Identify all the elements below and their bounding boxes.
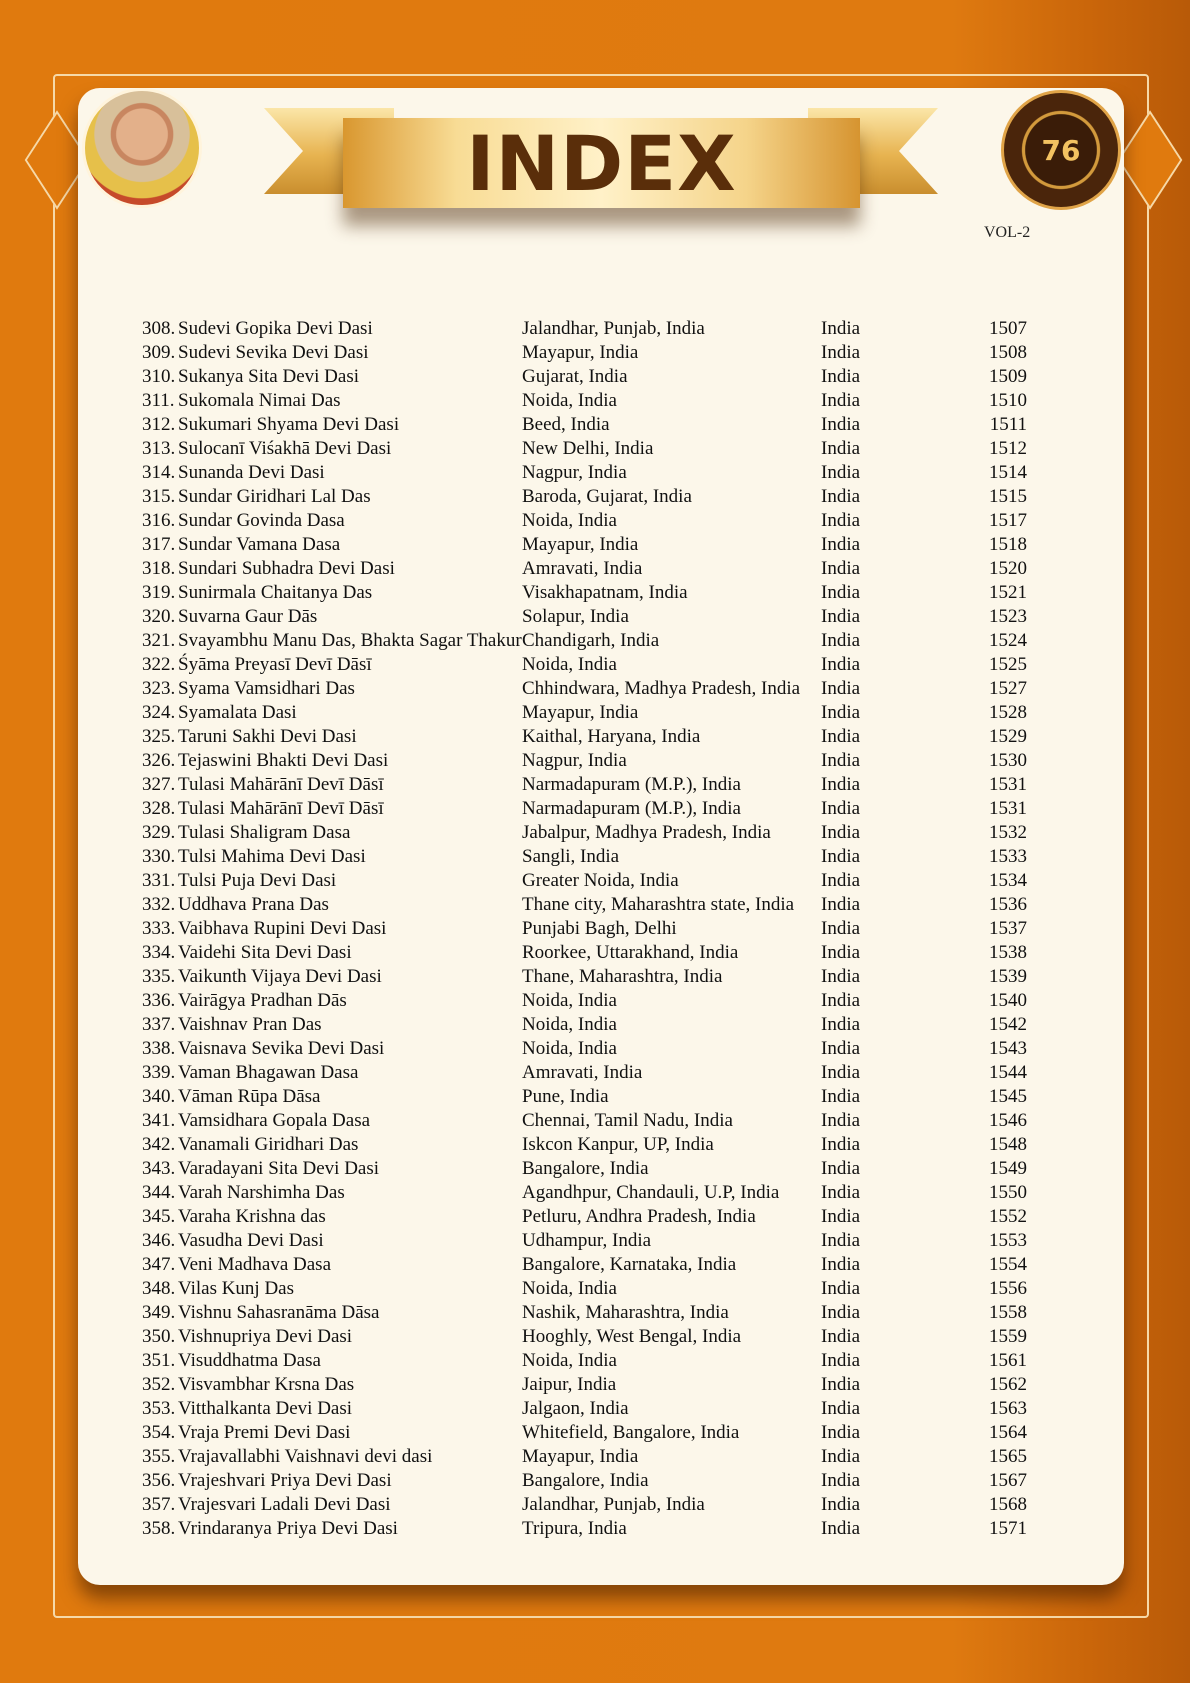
entry-page: 1563: [989, 1398, 1027, 1419]
entry-country: India: [821, 1398, 861, 1419]
entry-number: 334.: [142, 942, 176, 963]
entry-name: Sunanda Devi Dasi: [178, 462, 325, 483]
entry-country: India: [821, 1110, 861, 1131]
entry-page: 1529: [989, 726, 1027, 747]
entry-name: Tulasi Mahārānī Devī Dāsī: [178, 774, 384, 795]
entry-location: Noida, India: [522, 510, 617, 531]
entry-name: Sundar Govinda Dasa: [178, 510, 345, 531]
entry-name: Sudevi Sevika Devi Dasi: [178, 342, 369, 363]
entry-page: 1532: [989, 822, 1027, 843]
entry-name: Vitthalkanta Devi Dasi: [178, 1398, 353, 1419]
entry-location: Punjabi Bagh, Delhi: [522, 918, 677, 939]
entry-location: Sangli, India: [522, 846, 620, 867]
entry-country: India: [821, 1374, 861, 1395]
entry-location: New Delhi, India: [522, 438, 654, 459]
entry-page: 1550: [989, 1182, 1027, 1203]
entry-number: 358.: [142, 1518, 176, 1539]
entry-name: Vasudha Devi Dasi: [178, 1230, 324, 1251]
entry-number: 349.: [142, 1302, 176, 1323]
entry-page: 1524: [989, 630, 1027, 651]
entry-number: 314.: [142, 462, 176, 483]
entry-name: Vāman Rūpa Dāsa: [178, 1086, 321, 1107]
entry-number: 338.: [142, 1038, 176, 1059]
entry-location: Chandigarh, India: [522, 630, 660, 651]
entry-name: Tulsi Puja Devi Dasi: [178, 870, 337, 891]
entry-number: 326.: [142, 750, 176, 771]
entry-page: 1508: [989, 342, 1027, 363]
entry-name: Vaishnav Pran Das: [178, 1014, 322, 1035]
entry-name: Sukanya Sita Devi Dasi: [178, 366, 360, 387]
entry-number: 311.: [142, 390, 175, 411]
entry-country: India: [821, 1326, 861, 1347]
entry-name: Vrajeshvari Priya Devi Dasi: [178, 1470, 392, 1491]
entry-location: Amravati, India: [522, 1062, 643, 1083]
entry-location: Noida, India: [522, 1014, 617, 1035]
entry-number: 346.: [142, 1230, 176, 1251]
entry-number: 342.: [142, 1134, 176, 1155]
entry-country: India: [821, 1254, 861, 1275]
entry-country: India: [821, 942, 861, 963]
entry-country: India: [821, 822, 861, 843]
entry-location: Noida, India: [522, 390, 617, 411]
entry-country: India: [821, 870, 861, 891]
entry-page: 1540: [989, 990, 1027, 1011]
entry-location: Beed, India: [522, 414, 610, 435]
entry-name: Sukumari Shyama Devi Dasi: [178, 414, 400, 435]
entry-number: 316.: [142, 510, 176, 531]
entry-number: 340.: [142, 1086, 176, 1107]
entry-page: 1536: [989, 894, 1027, 915]
entry-name: Vilas Kunj Das: [178, 1278, 295, 1299]
entry-page: 1561: [989, 1350, 1027, 1371]
entry-page: 1509: [989, 366, 1027, 387]
entry-location: Noida, India: [522, 654, 617, 675]
entry-country: India: [821, 342, 861, 363]
entry-number: 327.: [142, 774, 176, 795]
entry-page: 1559: [989, 1326, 1027, 1347]
entry-page: 1548: [989, 1134, 1027, 1155]
entry-number: 320.: [142, 606, 176, 627]
entry-country: India: [821, 1422, 861, 1443]
entry-country: India: [821, 1038, 861, 1059]
entry-number: 336.: [142, 990, 176, 1011]
entry-number: 355.: [142, 1446, 176, 1467]
entry-name: Taruni Sakhi Devi Dasi: [178, 726, 357, 747]
entry-page: 1565: [989, 1446, 1027, 1467]
entry-name: Varadayani Sita Devi Dasi: [178, 1158, 380, 1179]
volume-label: VOL-2: [984, 224, 1031, 241]
entry-country: India: [821, 1518, 861, 1539]
entry-name: Vrajavallabhi Vaishnavi devi dasi: [178, 1446, 433, 1467]
entry-page: 1507: [989, 318, 1027, 339]
entry-location: Mayapur, India: [522, 702, 639, 723]
entry-name: Vrajesvari Ladali Devi Dasi: [178, 1494, 391, 1515]
entry-country: India: [821, 558, 861, 579]
entry-page: 1527: [989, 678, 1027, 699]
entry-country: India: [821, 894, 861, 915]
entry-country: India: [821, 1446, 861, 1467]
entry-name: Tulasi Mahārānī Devī Dāsī: [178, 798, 384, 819]
entry-number: 352.: [142, 1374, 176, 1395]
entry-country: India: [821, 654, 861, 675]
seal-icon: [1001, 90, 1121, 210]
entry-page: 1558: [989, 1302, 1027, 1323]
entry-number: 335.: [142, 966, 176, 987]
entry-country: India: [821, 1494, 861, 1515]
entry-name: Vamsidhara Gopala Dasa: [178, 1110, 371, 1131]
entry-number: 328.: [142, 798, 176, 819]
entry-country: India: [821, 702, 861, 723]
entry-name: Tulsi Mahima Devi Dasi: [178, 846, 366, 867]
entry-country: India: [821, 366, 861, 387]
entry-page: 1553: [989, 1230, 1027, 1251]
entry-country: India: [821, 846, 861, 867]
entry-name: Veni Madhava Dasa: [178, 1254, 332, 1275]
entry-number: 343.: [142, 1158, 176, 1179]
entry-location: Thane, Maharashtra, India: [522, 966, 723, 987]
entry-country: India: [821, 1182, 861, 1203]
entry-country: India: [821, 1302, 861, 1323]
entry-number: 309.: [142, 342, 176, 363]
entry-page: 1530: [989, 750, 1027, 771]
entry-country: India: [821, 1014, 861, 1035]
entry-page: 1531: [989, 774, 1027, 795]
entry-name: Vaisnava Sevika Devi Dasi: [178, 1038, 385, 1059]
entry-number: 308.: [142, 318, 176, 339]
entry-number: 344.: [142, 1182, 176, 1203]
entry-location: Baroda, Gujarat, India: [522, 486, 692, 507]
entry-page: 1562: [989, 1374, 1027, 1395]
entry-page: 1512: [989, 438, 1027, 459]
entry-page: 1531: [989, 798, 1027, 819]
entry-number: 323.: [142, 678, 176, 699]
entry-name: Sukomala Nimai Das: [178, 390, 341, 411]
entry-number: 331.: [142, 870, 176, 891]
entry-location: Jalgaon, India: [522, 1398, 629, 1419]
entry-name: Sudevi Gopika Devi Dasi: [178, 318, 373, 339]
entry-number: 357.: [142, 1494, 176, 1515]
page-title: INDEX: [466, 118, 737, 208]
entry-name: Vishnu Sahasranāma Dāsa: [178, 1302, 380, 1323]
entry-location: Nagpur, India: [522, 462, 627, 483]
entry-location: Pune, India: [522, 1086, 609, 1107]
entry-number: 324.: [142, 702, 176, 723]
entry-location: Roorkee, Uttarakhand, India: [522, 942, 739, 963]
entry-page: 1567: [989, 1470, 1027, 1491]
entry-number: 354.: [142, 1422, 176, 1443]
entry-country: India: [821, 414, 861, 435]
entry-page: 1568: [989, 1494, 1027, 1515]
entry-page: 1539: [989, 966, 1027, 987]
entry-page: 1556: [989, 1278, 1027, 1299]
entry-name: Tulasi Shaligram Dasa: [178, 822, 351, 843]
entry-number: 321.: [142, 630, 176, 651]
entry-location: Agandhpur, Chandauli, U.P, India: [522, 1182, 780, 1203]
entry-name: Tejaswini Bhakti Devi Dasi: [178, 750, 389, 771]
entry-location: Nagpur, India: [522, 750, 627, 771]
seal-number: 76: [1041, 133, 1081, 167]
entry-country: India: [821, 1230, 861, 1251]
entry-country: India: [821, 462, 861, 483]
entry-name: Varaha Krishna das: [178, 1206, 326, 1227]
entry-name: Sunirmala Chaitanya Das: [178, 582, 373, 603]
entry-number: 317.: [142, 534, 176, 555]
entry-number: 341.: [142, 1110, 176, 1131]
entry-country: India: [821, 1062, 861, 1083]
entry-country: India: [821, 1278, 861, 1299]
entry-location: Noida, India: [522, 1350, 617, 1371]
entry-location: Jabalpur, Madhya Pradesh, India: [522, 822, 771, 843]
entry-number: 319.: [142, 582, 176, 603]
entry-name: Sulocanī Viśakhā Devi Dasi: [178, 438, 392, 459]
entry-number: 313.: [142, 438, 176, 459]
entry-number: 348.: [142, 1278, 176, 1299]
entry-location: Solapur, India: [522, 606, 629, 627]
entry-number: 353.: [142, 1398, 176, 1419]
entry-country: India: [821, 918, 861, 939]
entry-name: Sundari Subhadra Devi Dasi: [178, 558, 395, 579]
entry-country: India: [821, 606, 861, 627]
entry-location: Greater Noida, India: [522, 870, 679, 891]
entry-country: India: [821, 486, 861, 507]
entry-location: Bangalore, India: [522, 1470, 649, 1491]
entry-page: 1552: [989, 1206, 1027, 1227]
entry-number: 329.: [142, 822, 176, 843]
entry-page: 1543: [989, 1038, 1027, 1059]
entry-country: India: [821, 798, 861, 819]
entry-name: Varah Narshimha Das: [178, 1182, 345, 1203]
entry-name: Syamalata Dasi: [178, 702, 297, 723]
entry-country: India: [821, 1158, 861, 1179]
entry-page: 1544: [989, 1062, 1027, 1083]
entry-location: Thane city, Maharashtra state, India: [522, 894, 795, 915]
entry-location: Narmadapuram (M.P.), India: [522, 774, 741, 795]
entry-country: India: [821, 750, 861, 771]
entry-location: Noida, India: [522, 1278, 617, 1299]
entry-name: Śyāma Preyasī Devī Dāsī: [178, 654, 372, 675]
entry-location: Chennai, Tamil Nadu, India: [522, 1110, 733, 1131]
entry-name: Svayambhu Manu Das, Bhakta Sagar Thakur: [178, 630, 522, 651]
entry-location: Jalandhar, Punjab, India: [522, 318, 705, 339]
entry-country: India: [821, 390, 861, 411]
entry-location: Nashik, Maharashtra, India: [522, 1302, 729, 1323]
entry-country: India: [821, 1086, 861, 1107]
entry-page: 1554: [989, 1254, 1027, 1275]
entry-page: 1514: [989, 462, 1027, 483]
entry-location: Jalandhar, Punjab, India: [522, 1494, 705, 1515]
entry-number: 339.: [142, 1062, 176, 1083]
entry-location: Noida, India: [522, 1038, 617, 1059]
entry-number: 330.: [142, 846, 176, 867]
entry-number: 345.: [142, 1206, 176, 1227]
entry-name: Visvambhar Krsna Das: [178, 1374, 355, 1395]
entry-location: Chhindwara, Madhya Pradesh, India: [522, 678, 801, 699]
entry-location: Mayapur, India: [522, 534, 639, 555]
entry-page: 1538: [989, 942, 1027, 963]
entry-location: Narmadapuram (M.P.), India: [522, 798, 741, 819]
entry-page: 1525: [989, 654, 1027, 675]
entry-name: Vaman Bhagawan Dasa: [178, 1062, 359, 1083]
entry-location: Hooghly, West Bengal, India: [522, 1326, 742, 1347]
entry-country: India: [821, 1206, 861, 1227]
entry-location: Jaipur, India: [522, 1374, 617, 1395]
avatar: [82, 88, 202, 208]
entry-page: 1542: [989, 1014, 1027, 1035]
entry-location: Kaithal, Haryana, India: [522, 726, 701, 747]
entry-location: Visakhapatnam, India: [522, 582, 688, 603]
entry-country: India: [821, 510, 861, 531]
entry-location: Mayapur, India: [522, 342, 639, 363]
entry-number: 350.: [142, 1326, 176, 1347]
entry-location: Bangalore, Karnataka, India: [522, 1254, 737, 1275]
entry-number: 351.: [142, 1350, 176, 1371]
entry-location: Amravati, India: [522, 558, 643, 579]
entry-name: Uddhava Prana Das: [178, 894, 329, 915]
entry-page: 1571: [989, 1518, 1027, 1539]
entry-page: 1537: [989, 918, 1027, 939]
entry-country: India: [821, 1470, 861, 1491]
entry-page: 1518: [989, 534, 1027, 555]
entry-country: India: [821, 582, 861, 603]
title-ribbon: [343, 118, 860, 208]
entry-number: 315.: [142, 486, 176, 507]
entry-name: Vairāgya Pradhan Dās: [178, 990, 347, 1011]
entry-name: Sundar Giridhari Lal Das: [178, 486, 371, 507]
entry-location: Tripura, India: [522, 1518, 627, 1539]
entry-number: 325.: [142, 726, 176, 747]
entry-page: 1523: [989, 606, 1027, 627]
entry-location: Mayapur, India: [522, 1446, 639, 1467]
entry-name: Vaidehi Sita Devi Dasi: [178, 942, 352, 963]
entry-location: Whitefield, Bangalore, India: [522, 1422, 740, 1443]
entry-page: 1510: [989, 390, 1027, 411]
entry-page: 1520: [989, 558, 1027, 579]
entry-page: 1564: [989, 1422, 1027, 1443]
entry-country: India: [821, 990, 861, 1011]
entry-page: 1533: [989, 846, 1027, 867]
entry-country: India: [821, 1134, 861, 1155]
entry-page: 1515: [989, 486, 1027, 507]
entry-page: 1521: [989, 582, 1027, 603]
entry-name: Sundar Vamana Dasa: [178, 534, 341, 555]
entry-page: 1517: [989, 510, 1027, 531]
entry-number: 356.: [142, 1470, 176, 1491]
entry-location: Udhampur, India: [522, 1230, 652, 1251]
entry-page: 1534: [989, 870, 1027, 891]
entry-number: 347.: [142, 1254, 176, 1275]
entry-name: Vishnupriya Devi Dasi: [178, 1326, 353, 1347]
entry-name: Vaibhava Rupini Devi Dasi: [178, 918, 387, 939]
entry-page: 1511: [989, 414, 1027, 435]
entry-page: 1528: [989, 702, 1027, 723]
entry-number: 332.: [142, 894, 176, 915]
entry-location: Bangalore, India: [522, 1158, 649, 1179]
entry-location: Gujarat, India: [522, 366, 628, 387]
entry-page: 1549: [989, 1158, 1027, 1179]
entry-number: 318.: [142, 558, 176, 579]
entry-country: India: [821, 1350, 861, 1371]
entry-location: Petluru, Andhra Pradesh, India: [522, 1206, 756, 1227]
entry-number: 312.: [142, 414, 176, 435]
entry-number: 310.: [142, 366, 176, 387]
entry-name: Vraja Premi Devi Dasi: [178, 1422, 351, 1443]
entry-page: 1545: [989, 1086, 1027, 1107]
entry-location: Noida, India: [522, 990, 617, 1011]
entry-name: Visuddhatma Dasa: [178, 1350, 321, 1371]
entry-location: Iskcon Kanpur, UP, India: [522, 1134, 714, 1155]
entry-name: Vrindaranya Priya Devi Dasi: [178, 1518, 398, 1539]
entry-name: Vanamali Giridhari Das: [178, 1134, 359, 1155]
entry-country: India: [821, 438, 861, 459]
entry-country: India: [821, 318, 861, 339]
entry-number: 333.: [142, 918, 176, 939]
entry-number: 322.: [142, 654, 176, 675]
entry-country: India: [821, 534, 861, 555]
entry-country: India: [821, 966, 861, 987]
entry-name: Suvarna Gaur Dās: [178, 606, 318, 627]
entry-number: 337.: [142, 1014, 176, 1035]
entry-name: Vaikunth Vijaya Devi Dasi: [178, 966, 382, 987]
entry-country: India: [821, 630, 861, 651]
entry-country: India: [821, 774, 861, 795]
entry-country: India: [821, 678, 861, 699]
entry-country: India: [821, 726, 861, 747]
entry-page: 1546: [989, 1110, 1027, 1131]
entry-name: Syama Vamsidhari Das: [178, 678, 355, 699]
